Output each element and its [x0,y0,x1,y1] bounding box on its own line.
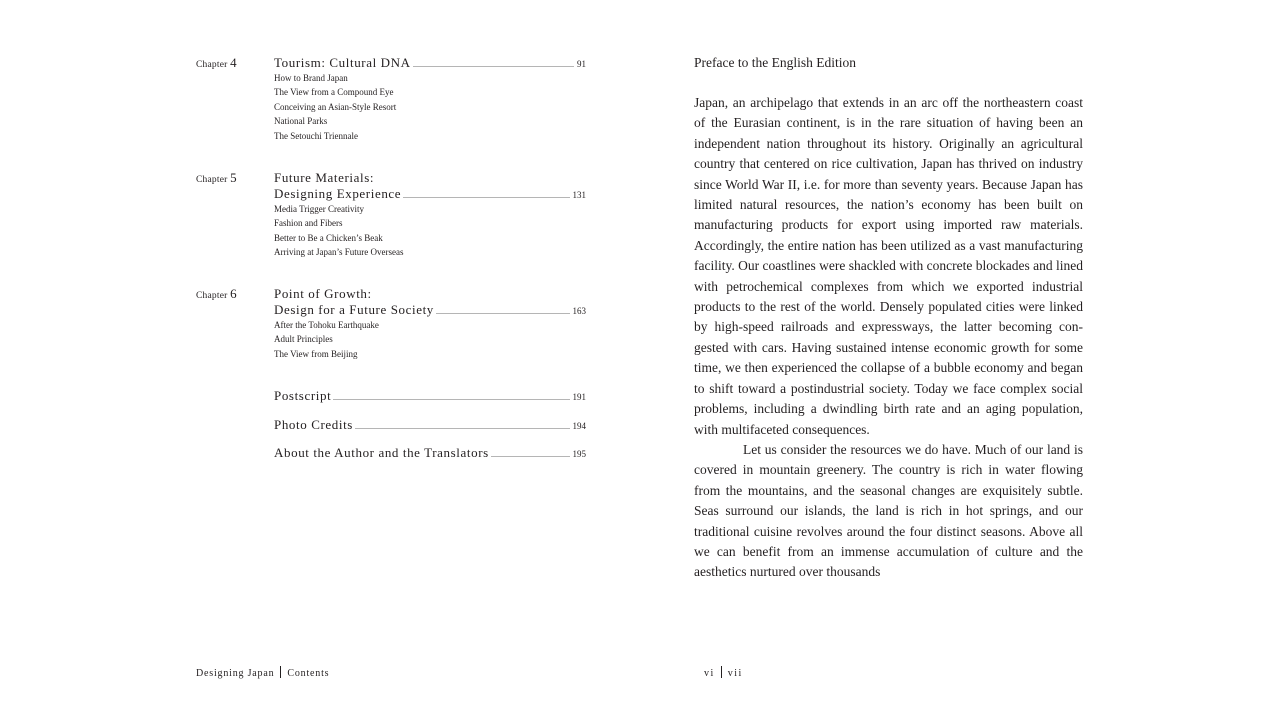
section-item[interactable]: Media Trigger Creativity [274,204,364,214]
right-page-number: vii [727,668,743,679]
dot-leader [355,427,570,429]
dot-leader [413,65,574,67]
section-item[interactable]: How to Brand Japan [274,73,348,83]
page-number: 163 [572,306,586,316]
section-item[interactable]: Better to Be a Chicken’s Beak [274,232,383,243]
chapter-label [196,286,237,304]
book-title: Designing Japan [196,668,275,679]
chapter-title-link[interactable] [274,186,586,202]
page-number: 191 [572,392,586,402]
section-item[interactable]: The View from a Compound Eye [274,87,394,98]
chapter-word: Chapter [196,291,228,301]
section-item[interactable]: Conceiving an Asian-Style Resort [274,101,397,112]
chapter-label [196,55,237,73]
page-number: 131 [572,190,586,200]
section-item[interactable]: Adult Principles [274,334,333,345]
toc-postscript[interactable] [274,388,586,404]
footer-divider [280,666,281,678]
chapter-title-line: Future Materials: [274,170,375,185]
section-item[interactable]: Fashion and Fibers [274,218,343,229]
section-item[interactable]: After the Tohoku Earthquake [274,320,379,330]
entry-title: Photo Credits [274,417,353,432]
page-title: Preface to the English Edition [694,55,856,70]
dot-leader [333,398,569,400]
section-item[interactable]: National Parks [274,116,328,127]
dot-leader [436,312,570,314]
section-item[interactable]: The View from Beijing [274,348,358,359]
chapter-number: 5 [230,170,237,185]
chapter-title: Tourism: Cultural DNA [274,55,411,70]
chapter-label [196,170,237,188]
left-page-number: vi [704,668,715,679]
page-numbers-footer [704,666,743,679]
entry-title: Postscript [274,388,332,403]
chapter-title-line: Point of Growth: [274,286,372,301]
dot-leader [491,455,570,457]
paragraph: Japan, an archipelago that extends in an arc off the northeastern coast of the Eurasian continent, is in the rare situation of having been an independent nation throughout its history. Originally an agricultural country that centered on rice cultivation, Japan has thrived on industry since World War II, i.e. for more than seventy years. Because Japan has limited natural resources, the nation’s economy has been built on manufacturing products for export using imported raw materials. Accordingly, the entire nation has been utilized as a vast manufacturing facility. Our coastlines were shackled with concrete blockades and lined with petrochemical complexes from which we exported industrial products to the rest of the world. Densely populated cities were linked by high-speed railroads and expressways, the latter becoming congested with cars. Having sustained intense economic growth for some time, we then experienced the collapse of a bubble economy and began to shift toward a postindustrial society. Today we face complex social problems, including a dwindling birth rate and an aging population, with multifaceted consequences. [694,95,1083,437]
section-item[interactable]: The Setouchi Triennale [274,130,358,141]
chapter-title: Designing Experience [274,186,402,201]
toc-photo-credits[interactable] [274,417,586,433]
section-item[interactable]: Arriving at Japan’s Future Overseas [274,247,404,258]
page-number: 194 [572,421,586,431]
running-footer-left [196,666,329,679]
entry-title: About the Author and the Translators [274,445,489,460]
dot-leader [403,196,569,198]
chapter-word: Chapter [196,175,228,185]
chapter-number: 4 [230,55,237,70]
chapter-word: Chapter [196,60,228,70]
preface-body [694,93,1083,583]
footer-divider [721,666,722,678]
section-name: Contents [287,668,330,679]
paragraph: Let us consider the resources we do have. Much of our land is covered in mountain greenery. The country is rich in water flowing from the mountains, and the seasonal changes are exquisitely subtle. Seas surround our islands, the land is rich in hot springs, and our traditional cuisine revolves around the four distinct seasons. Above all we can benefit from an immense accumulation of culture and the aesthetics nurtured over thousands [694,441,1083,580]
page-number: 91 [577,59,586,69]
chapter-number: 6 [230,286,237,301]
chapter-title: Design for a Future Society [274,302,434,317]
toc-about-author[interactable] [274,445,586,461]
chapter-title-link[interactable] [274,55,586,71]
page-number: 195 [572,449,586,459]
chapter-title-link[interactable] [274,302,586,318]
